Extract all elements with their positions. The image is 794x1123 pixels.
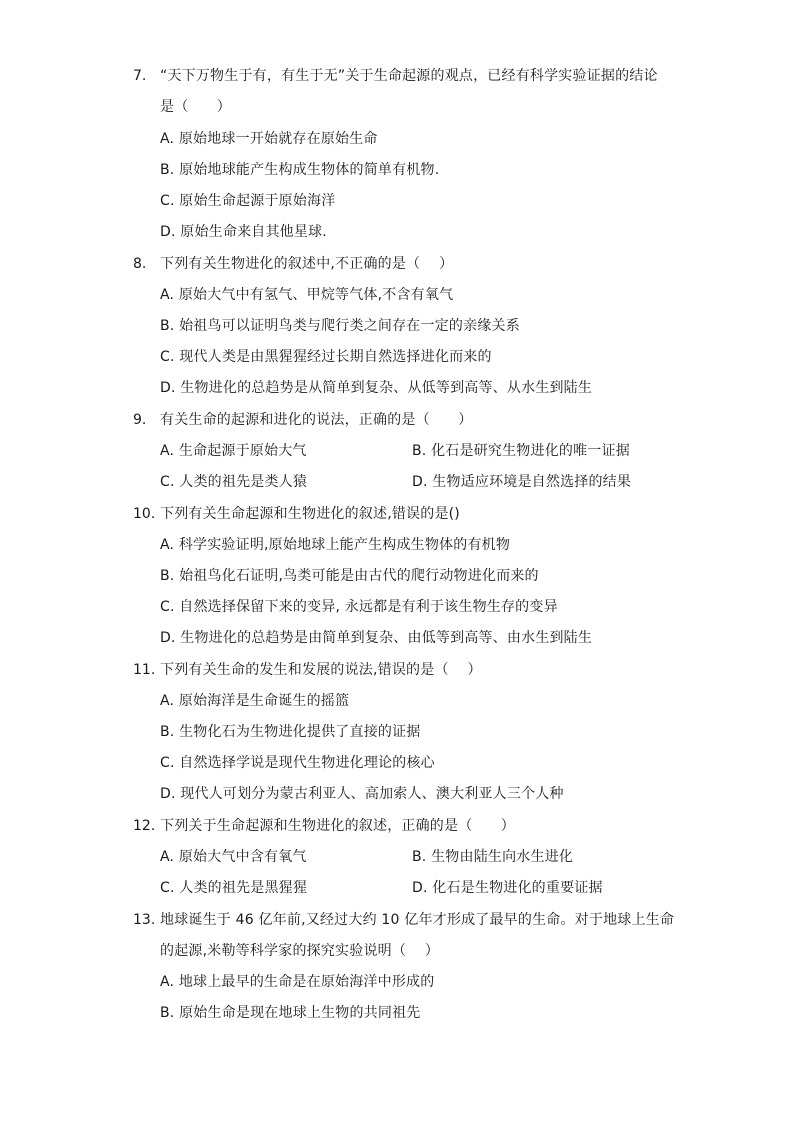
question-8-option-c: C. 现代人类是由黑猩猩经过长期自然选择进化而来的 [160, 349, 492, 365]
question-12-option-b: B. 生物由陆生向水生进化 [412, 849, 574, 865]
question-13-stem-cont: 的起源,米勒等科学家的探究实验说明（ ） [160, 943, 440, 959]
question-11-number: 11. [133, 662, 156, 678]
question-13-option-b: B. 原始生命是现在地球上生物的共同祖先 [160, 1005, 421, 1021]
question-11-option-a: A. 原始海洋是生命诞生的摇篮 [160, 693, 350, 709]
question-8-stem: 下列有关生物进化的叙述中,不正确的是（ ） [160, 256, 454, 272]
question-9-option-b: B. 化石是研究生物进化的唯一证据 [412, 443, 630, 459]
question-11-option-c: C. 自然选择学说是现代生物进化理论的核心 [160, 755, 435, 771]
question-10-option-a: A. 科学实验证明,原始地球上能产生构成生物体的有机物 [160, 537, 511, 553]
question-8-option-b: B. 始祖鸟可以证明鸟类与爬行类之间存在一定的亲缘关系 [160, 318, 520, 334]
question-7-option-b: B. 原始地球能产生构成生物体的简单有机物. [160, 162, 440, 178]
question-8-option-d: D. 生物进化的总趋势是从简单到复杂、从低等到高等、从水生到陆生 [160, 380, 593, 396]
question-9-option-d: D. 生物适应环境是自然选择的结果 [412, 474, 632, 490]
question-11-option-d: D. 现代人可划分为蒙古利亚人、高加索人、澳大利亚人三个人种 [160, 786, 564, 802]
question-12-stem: 下列关于生命起源和生物进化的叙述，正确的是（ ） [160, 818, 515, 834]
question-12-option-c: C. 人类的祖先是黑猩猩 [160, 880, 308, 896]
question-10-stem: 下列有关生命起源和生物进化的叙述,错误的是() [160, 506, 460, 522]
question-7-option-a: A. 原始地球一开始就存在原始生命 [160, 131, 378, 147]
question-9-stem: 有关生命的起源和进化的说法，正确的是（ ） [160, 412, 473, 428]
question-13-option-a: A. 地球上最早的生命是在原始海洋中形成的 [160, 974, 435, 990]
question-8-number: 8. [133, 256, 147, 272]
question-10-option-c: C. 自然选择保留下来的变异, 永远都是有利于该生物生存的变异 [160, 599, 558, 615]
question-9-option-c: C. 人类的祖先是类人猿 [160, 474, 308, 490]
question-11-stem: 下列有关生命的发生和发展的说法,错误的是（ ） [160, 662, 482, 678]
question-13-number: 13. [133, 912, 156, 928]
question-12-number: 12. [133, 818, 156, 834]
question-7-option-c: C. 原始生命起源于原始海洋 [160, 193, 336, 209]
question-9-option-a: A. 生命起源于原始大气 [160, 443, 307, 459]
question-10-number: 10. [133, 506, 156, 522]
question-12-option-a: A. 原始大气中含有氧气 [160, 849, 307, 865]
question-11-option-b: B. 生物化石为生物进化提供了直接的证据 [160, 724, 421, 740]
question-7-option-d: D. 原始生命来自其他星球. [160, 224, 327, 240]
question-9-number: 9. [133, 412, 147, 428]
question-7-stem-cont: 是（ ） [160, 99, 231, 115]
question-12-option-d: D. 化石是生物进化的重要证据 [412, 880, 603, 896]
question-7-number: 7. [133, 68, 147, 84]
question-10-option-b: B. 始祖鸟化石证明,鸟类可能是由古代的爬行动物进化而来的 [160, 568, 539, 584]
question-13-stem: 地球诞生于 46 亿年前,又经过大约 10 亿年才形成了最早的生命。对于地球上生命 [160, 912, 675, 928]
question-10-option-d: D. 生物进化的总趋势是由简单到复杂、由低等到高等、由水生到陆生 [160, 630, 593, 646]
question-8-option-a: A. 原始大气中有氢气、甲烷等气体,不含有氧气 [160, 287, 454, 303]
question-7-stem: “天下万物生于有，有生于无”关于生命起源的观点，已经有科学实验证据的结论 [160, 68, 658, 84]
